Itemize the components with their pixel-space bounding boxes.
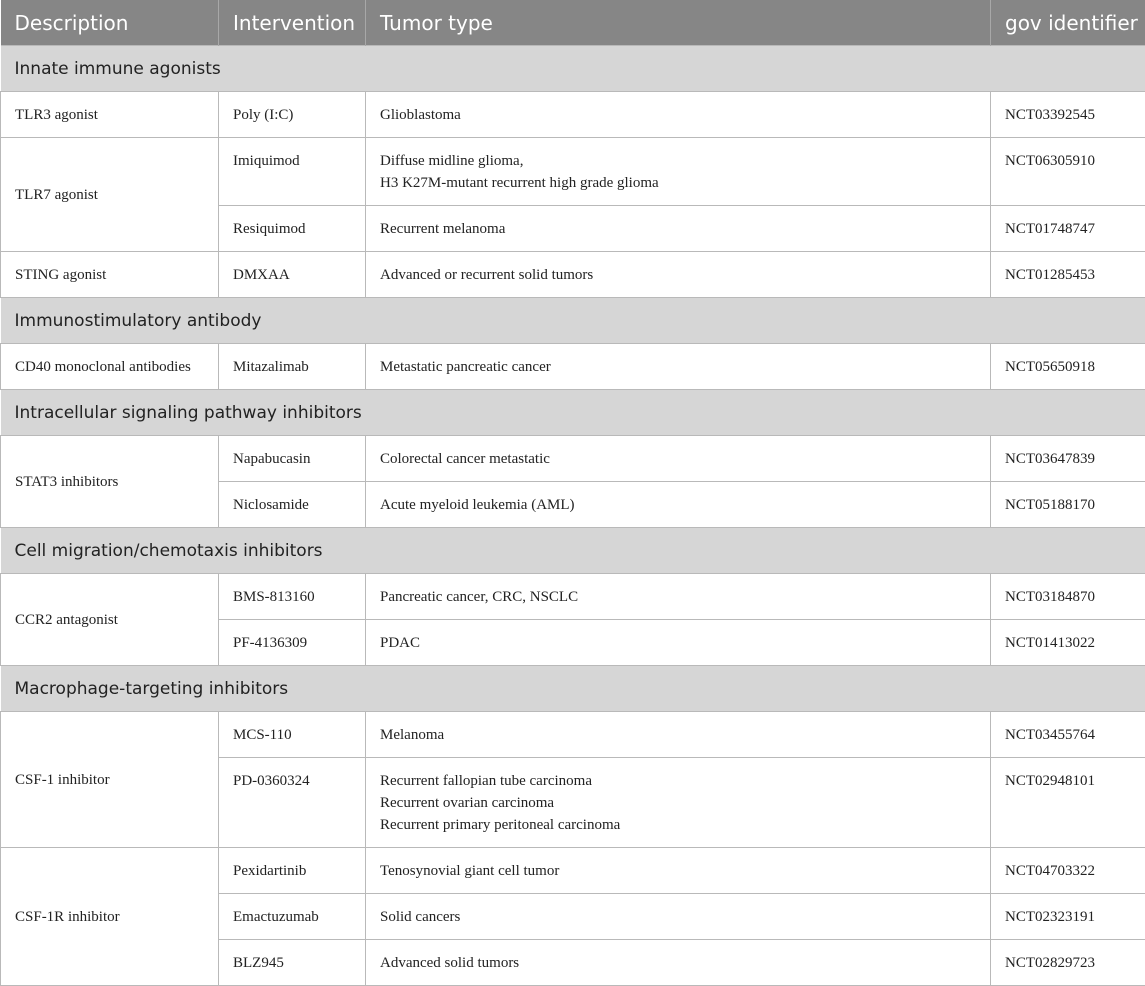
table-row	[1, 848, 1145, 894]
group-row	[1, 528, 1145, 574]
gov-identifier-cell: NCT03647839	[991, 436, 1145, 482]
tumor-type-line: H3 K27M-mutant recurrent high grade glioma	[380, 172, 976, 194]
header-intervention: Intervention	[219, 0, 366, 46]
tumor-type-cell: Colorectal cancer metastatic	[366, 436, 991, 482]
tumor-type-line: Recurrent fallopian tube carcinoma	[380, 770, 976, 792]
intervention-cell: Niclosamide	[219, 482, 366, 528]
header-gov-identifier: gov identifier	[991, 0, 1145, 46]
gov-identifier-cell: NCT04703322	[991, 848, 1145, 894]
group-label: Innate immune agonists	[1, 46, 1145, 92]
tumor-type-cell: Metastatic pancreatic cancer	[366, 344, 991, 390]
intervention-cell: Mitazalimab	[219, 344, 366, 390]
description-cell: CD40 monoclonal antibodies	[1, 344, 219, 390]
tumor-type-cell	[366, 138, 991, 206]
tumor-type-cell: Recurrent melanoma	[366, 206, 991, 252]
description-cell: STAT3 inhibitors	[1, 436, 219, 528]
gov-identifier-cell: NCT06305910	[991, 138, 1145, 206]
tumor-type-cell: Tenosynovial giant cell tumor	[366, 848, 991, 894]
gov-identifier-cell: NCT01413022	[991, 620, 1145, 666]
group-label: Intracellular signaling pathway inhibitors	[1, 390, 1145, 436]
table-row	[1, 344, 1145, 390]
gov-identifier-cell: NCT03455764	[991, 712, 1145, 758]
tumor-type-line: Recurrent primary peritoneal carcinoma	[380, 814, 976, 836]
intervention-cell: DMXAA	[219, 252, 366, 298]
tumor-type-cell: Pancreatic cancer, CRC, NSCLC	[366, 574, 991, 620]
description-cell: TLR3 agonist	[1, 92, 219, 138]
gov-identifier-cell: NCT02323191	[991, 894, 1145, 940]
header-description: Description	[1, 0, 219, 46]
gov-identifier-cell: NCT01748747	[991, 206, 1145, 252]
tumor-type-cell: Melanoma	[366, 712, 991, 758]
table-row	[1, 138, 1145, 206]
group-label: Macrophage-targeting inhibitors	[1, 666, 1145, 712]
gov-identifier-cell: NCT05188170	[991, 482, 1145, 528]
table-row	[1, 436, 1145, 482]
tumor-type-cell: Advanced solid tumors	[366, 940, 991, 986]
group-row	[1, 298, 1145, 344]
description-cell: TLR7 agonist	[1, 138, 219, 252]
table-row	[1, 252, 1145, 298]
gov-identifier-cell: NCT03184870	[991, 574, 1145, 620]
tumor-type-cell: Advanced or recurrent solid tumors	[366, 252, 991, 298]
intervention-cell: Pexidartinib	[219, 848, 366, 894]
gov-identifier-cell: NCT01285453	[991, 252, 1145, 298]
intervention-cell: Poly (I:C)	[219, 92, 366, 138]
intervention-cell: Emactuzumab	[219, 894, 366, 940]
tumor-type-cell: PDAC	[366, 620, 991, 666]
description-cell: STING agonist	[1, 252, 219, 298]
table-row	[1, 712, 1145, 758]
header-row	[1, 0, 1145, 46]
group-row	[1, 46, 1145, 92]
intervention-cell: Imiquimod	[219, 138, 366, 206]
intervention-cell: Resiquimod	[219, 206, 366, 252]
description-cell: CSF-1 inhibitor	[1, 712, 219, 848]
group-row	[1, 666, 1145, 712]
gov-identifier-cell: NCT03392545	[991, 92, 1145, 138]
tumor-type-line: Recurrent ovarian carcinoma	[380, 792, 976, 814]
intervention-cell: BLZ945	[219, 940, 366, 986]
intervention-cell: Napabucasin	[219, 436, 366, 482]
tumor-type-cell: Acute myeloid leukemia (AML)	[366, 482, 991, 528]
table-row	[1, 92, 1145, 138]
group-label: Cell migration/chemotaxis inhibitors	[1, 528, 1145, 574]
tumor-type-line: Diffuse midline glioma,	[380, 150, 976, 172]
tumor-type-cell: Glioblastoma	[366, 92, 991, 138]
description-cell: CSF-1R inhibitor	[1, 848, 219, 986]
gov-identifier-cell: NCT02829723	[991, 940, 1145, 986]
table-row	[1, 574, 1145, 620]
intervention-cell: PF-4136309	[219, 620, 366, 666]
group-row	[1, 390, 1145, 436]
tumor-type-cell	[366, 758, 991, 848]
group-label: Immunostimulatory antibody	[1, 298, 1145, 344]
header-tumor-type: Tumor type	[366, 0, 991, 46]
description-cell: CCR2 antagonist	[1, 574, 219, 666]
intervention-cell: BMS-813160	[219, 574, 366, 620]
gov-identifier-cell: NCT02948101	[991, 758, 1145, 848]
intervention-cell: MCS-110	[219, 712, 366, 758]
gov-identifier-cell: NCT05650918	[991, 344, 1145, 390]
intervention-cell: PD-0360324	[219, 758, 366, 848]
tumor-type-cell: Solid cancers	[366, 894, 991, 940]
